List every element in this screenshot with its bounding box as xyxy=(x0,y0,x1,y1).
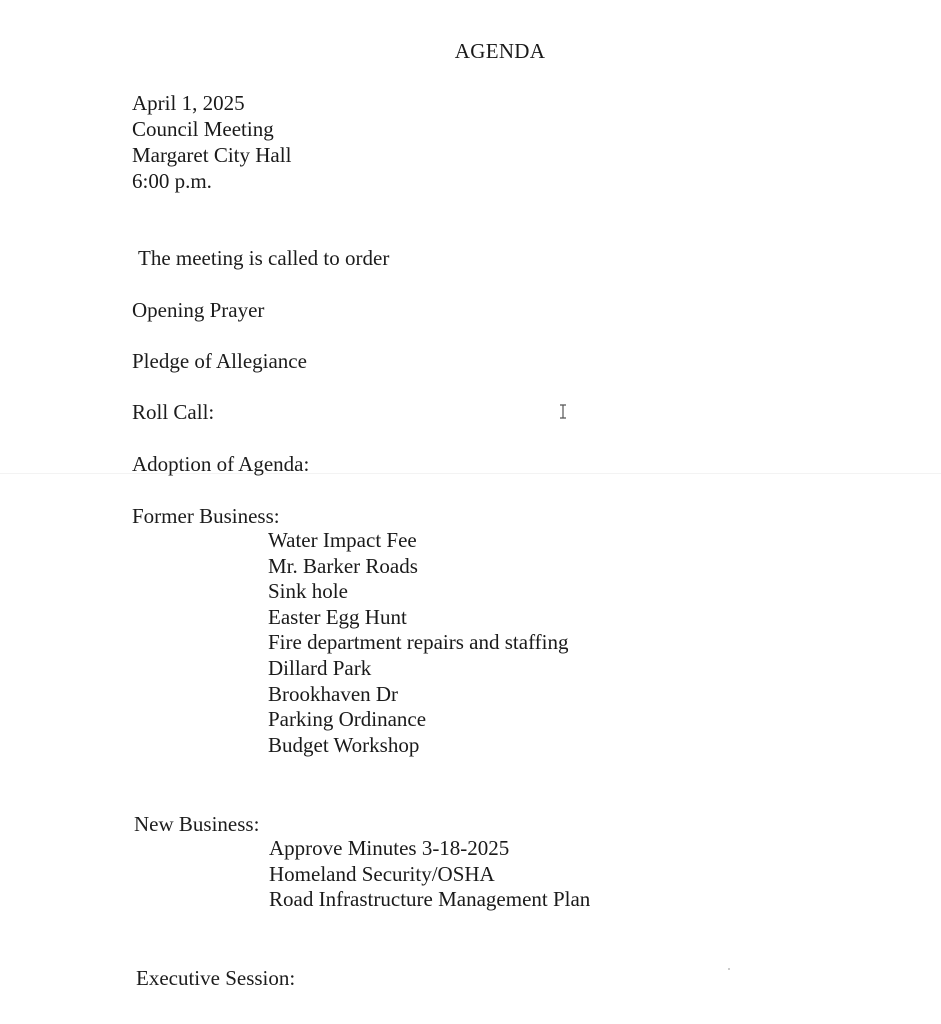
adoption-of-agenda: Adoption of Agenda: xyxy=(132,452,310,476)
text-cursor-icon xyxy=(558,404,568,419)
pledge-of-allegiance: Pledge of Allegiance xyxy=(132,349,307,373)
roll-call: Roll Call: xyxy=(132,400,215,424)
list-item: Easter Egg Hunt xyxy=(268,604,407,629)
list-item: Fire department repairs and staffing xyxy=(268,630,569,655)
list-item: Dillard Park xyxy=(268,655,372,680)
former-business-heading: Former Business: xyxy=(132,504,280,528)
new-business-heading: New Business: xyxy=(134,812,260,836)
meeting-time: 6:00 p.m. xyxy=(132,169,212,193)
new-business-list xyxy=(269,836,590,913)
list-item: Sink hole xyxy=(268,579,348,604)
list-item: Budget Workshop xyxy=(268,732,420,757)
list-item: Parking Ordinance xyxy=(268,707,427,732)
call-to-order: The meeting is called to order xyxy=(138,246,390,270)
meeting-date: April 1, 2025 xyxy=(132,91,245,115)
list-item: Brookhaven Dr xyxy=(268,681,399,706)
list-item: Homeland Security/OSHA xyxy=(269,861,495,886)
scan-speck xyxy=(728,968,730,970)
opening-prayer: Opening Prayer xyxy=(132,298,265,322)
list-item: Road Infrastructure Management Plan xyxy=(269,887,591,912)
executive-session: Executive Session: xyxy=(136,966,296,990)
meeting-name: Council Meeting xyxy=(132,117,274,141)
page-title: AGENDA xyxy=(454,39,546,63)
former-business-list xyxy=(268,528,569,758)
meeting-location: Margaret City Hall xyxy=(132,143,292,167)
meeting-header xyxy=(132,90,291,194)
list-item: Water Impact Fee xyxy=(268,528,417,552)
list-item: Approve Minutes 3-18-2025 xyxy=(269,836,510,860)
list-item: Mr. Barker Roads xyxy=(268,553,418,578)
